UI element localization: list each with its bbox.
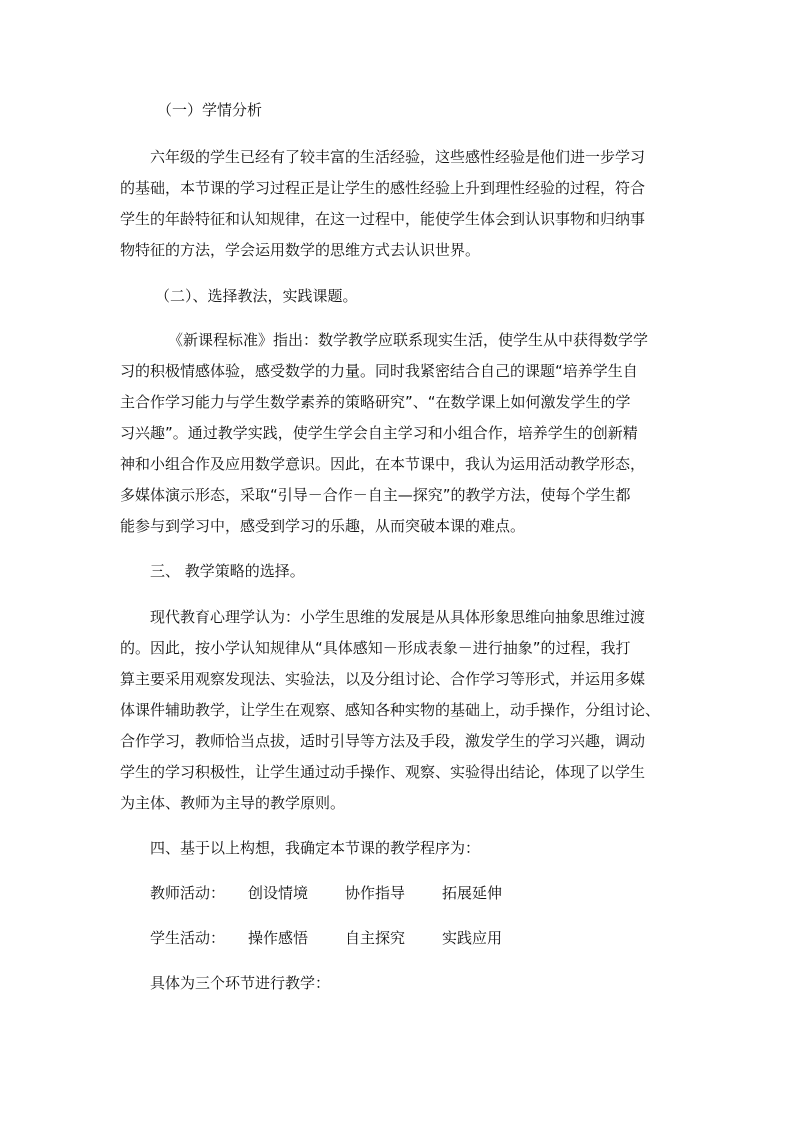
section-heading-teaching-method: （二）、选择教法，实践课题。	[155, 287, 358, 305]
paragraph-line: 为主体、教师为主导的教学原则。	[120, 794, 346, 812]
paragraph-line: 六年级的学生已经有了较丰富的生活经验，这些感性经验是他们进一步学习	[150, 148, 646, 166]
paragraph-line: 习兴趣”。通过教学实践，使学生学会自主学习和小组合作，培养学生的创新精	[120, 424, 638, 442]
student-activities-label: 学生活动：	[150, 929, 226, 947]
student-activities-row	[150, 928, 502, 948]
paragraph-line: 体课件辅助教学，让学生在观察、感知各种实物的基础上，动手操作，分组讨论、	[120, 701, 661, 719]
paragraph-line: 能参与到学习中，感受到学习的乐趣，从而突破本课的难点。	[120, 517, 526, 535]
student-activity-item: 自主探究	[345, 929, 406, 947]
paragraph-line: 神和小组合作及应用数学意识。因此，在本节课中，我认为运用活动教学形态，	[120, 455, 646, 473]
paragraph-line: 学生的学习积极性，让学生通过动手操作、观察、实验得出结论，体现了以学生	[120, 763, 646, 781]
paragraph-line: 合作学习，教师恰当点拔，适时引导等方法及手段，激发学生的学习兴趣，调动	[120, 732, 646, 750]
paragraph-line: 多媒体演示形态，采取“引导－合作－自主—探究”的教学方法，使每个学生都	[120, 486, 631, 504]
paragraph-line: 学生的年龄特征和认知规律，在这一过程中，能使学生体会到认识事物和归纳事	[120, 210, 646, 228]
section-heading-learning-analysis: （一）学情分析	[157, 101, 263, 119]
section-heading-teaching-procedure: 四、基于以上构想，我确定本节课的教学程序为：	[150, 839, 481, 857]
teacher-activity-item: 创设情境	[248, 884, 309, 902]
paragraph-line: 现代教育心理学认为：小学生思维的发展是从具体形象思维向抽象思维过渡	[150, 608, 646, 626]
paragraph-line: 算主要采用观察发现法、实验法，以及分组讨论、合作学习等形式，并运用多媒	[120, 670, 646, 688]
student-activity-item: 操作感悟	[248, 929, 309, 947]
teacher-activity-item: 拓展延伸	[442, 884, 503, 902]
student-activity-item: 实践应用	[442, 929, 503, 947]
teacher-activities-row	[150, 883, 502, 903]
closing-line: 具体为三个环节进行教学：	[150, 974, 331, 992]
teacher-activities-label: 教师活动：	[150, 884, 226, 902]
teacher-activity-item: 协作指导	[345, 884, 406, 902]
paragraph-line: 物特征的方法，学会运用数学的思维方式去认识世界。	[120, 241, 481, 259]
paragraph-line: 《新课程标准》指出：数学教学应联系现实生活，使学生从中获得数学学	[168, 331, 649, 349]
paragraph-line: 的。因此，按小学认知规律从“具体感知－形成表象－进行抽象”的过程，我打	[120, 639, 631, 657]
paragraph-line: 主合作学习能力与学生数学素养的策略研究”、“在数学课上如何激发学生的学	[120, 393, 631, 411]
paragraph-line: 的基础，本节课的学习过程正是让学生的感性经验上升到理性经验的过程，符合	[120, 179, 646, 197]
section-heading-teaching-strategy: 三、 教学策略的选择。	[150, 562, 305, 580]
paragraph-line: 习的积极情感体验，感受数学的力量。同时我紧密结合自己的课题“培养学生自	[120, 362, 638, 380]
